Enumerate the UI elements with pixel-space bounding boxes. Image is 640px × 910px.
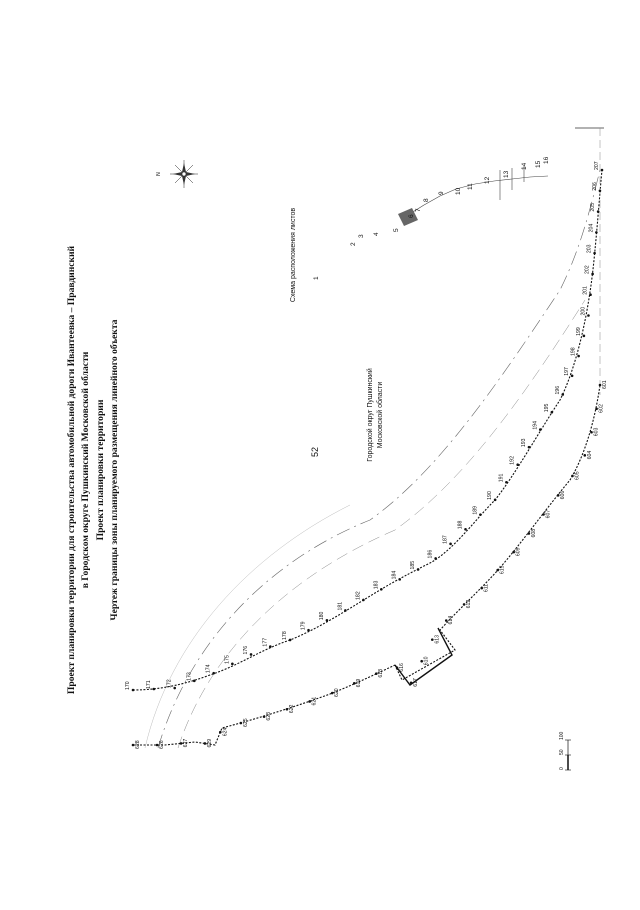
index-sheet-12: 12	[484, 176, 491, 184]
outer-point-label-610: 610	[423, 656, 430, 666]
inner-point-marker-206	[599, 189, 602, 192]
outer-point-label-608: 608	[530, 528, 537, 538]
inner-point-label-172: 172	[166, 679, 173, 689]
inner-point-marker-171	[153, 688, 156, 691]
title-block	[66, 245, 120, 694]
outer-point-marker-613	[431, 638, 434, 641]
inner-point-marker-193	[528, 446, 531, 449]
outer-point-label-601: 601	[602, 380, 608, 389]
inner-point-label-182: 182	[355, 591, 362, 600]
inner-point-label-174: 174	[205, 664, 212, 674]
inner-point-label-202: 202	[584, 265, 591, 274]
inner-point-label-206: 206	[591, 182, 598, 191]
inner-point-marker-207	[601, 169, 604, 172]
inner-point-marker-189	[479, 513, 482, 516]
inner-point-marker-194	[539, 428, 542, 431]
outer-point-label-609: 609	[515, 547, 522, 557]
district-label-line-2: Московской области	[377, 381, 384, 449]
title-line-4: Чертеж границы зоны планируемого размещения линейного объекта	[109, 319, 120, 621]
outer-point-marker-618	[375, 672, 378, 675]
index-map-title: Схема расположения листов	[290, 207, 297, 303]
inner-point-marker-188	[464, 528, 467, 531]
outer-point-label-602: 602	[598, 404, 605, 413]
index-sheet-16: 16	[543, 156, 550, 164]
inner-point-marker-186	[434, 557, 437, 560]
index-sheet-6: 6	[408, 214, 415, 218]
outer-point-marker-604	[583, 454, 586, 457]
inner-point-marker-178	[289, 639, 292, 642]
outer-point-marker-616	[396, 666, 399, 669]
road-centerline-dash-2	[178, 300, 585, 748]
outer-point-label-624: 624	[222, 727, 229, 737]
outer-point-marker-617	[410, 681, 413, 684]
index-sheet-9: 9	[438, 191, 445, 195]
inner-point-label-189: 189	[472, 505, 479, 515]
inner-point-label-177: 177	[262, 637, 269, 647]
outer-point-label-613: 613	[434, 634, 441, 644]
outer-point-label-605: 605	[574, 471, 581, 480]
inner-point-marker-175	[231, 663, 234, 666]
inner-point-marker-200	[587, 314, 590, 317]
outer-point-label-621: 621	[311, 696, 318, 706]
inner-point-label-205: 205	[590, 202, 597, 212]
compass-rose-icon	[156, 160, 198, 188]
inner-point-label-194: 194	[532, 420, 539, 430]
inner-point-marker-185	[417, 568, 420, 571]
index-sheet-1: 1	[313, 276, 320, 280]
inner-point-marker-201	[589, 293, 592, 296]
inner-point-marker-196	[561, 393, 564, 396]
inner-point-marker-184	[398, 578, 401, 581]
index-sheet-5: 5	[393, 228, 400, 232]
outer-point-marker-624	[219, 731, 222, 734]
inner-point-label-184: 184	[391, 570, 398, 580]
inner-point-label-179: 179	[300, 621, 307, 631]
inner-point-label-192: 192	[509, 456, 516, 465]
inner-point-marker-187	[449, 543, 452, 546]
inner-point-marker-198	[577, 355, 580, 358]
outer-point-label-611: 611	[483, 583, 490, 593]
outer-point-marker-611	[480, 587, 483, 590]
inner-point-marker-183	[380, 588, 383, 591]
scale-label-100: 100	[559, 731, 565, 740]
inner-point-label-188: 188	[457, 520, 464, 530]
outer-point-label-606: 606	[560, 490, 567, 500]
outer-point-label-622: 622	[288, 704, 295, 714]
inner-point-label-199: 199	[575, 327, 582, 336]
index-sheet-14: 14	[521, 162, 528, 170]
road-edge-thin	[145, 505, 350, 748]
outer-point-marker-628	[132, 744, 135, 747]
outer-point-label-604: 604	[586, 450, 593, 460]
inner-point-label-170: 170	[125, 681, 131, 690]
index-sheet-15: 15	[535, 160, 542, 168]
outer-point-label-625: 625	[242, 718, 249, 728]
outer-point-label-616: 616	[399, 663, 406, 672]
inner-point-marker-199	[583, 335, 586, 338]
index-sheet-11: 11	[467, 183, 474, 190]
inner-point-marker-190	[494, 499, 497, 502]
inner-point-label-171: 171	[145, 680, 152, 690]
outer-point-label-603: 603	[593, 427, 600, 437]
outer-point-marker-623	[263, 715, 266, 718]
scale-label-0: 0	[559, 767, 565, 770]
inner-point-label-200: 200	[580, 306, 587, 316]
outer-point-label-614: 614	[448, 615, 455, 625]
inner-point-marker-205	[597, 210, 600, 213]
outer-point-marker-607	[542, 513, 545, 516]
district-label-line-1: Городской округ Пушкинский	[367, 368, 374, 462]
inner-point-marker-203	[593, 252, 596, 255]
inner-point-label-190: 190	[487, 491, 494, 500]
inner-point-label-203: 203	[586, 244, 593, 254]
outer-point-marker-629	[204, 742, 207, 745]
title-line-2: в Городском округе Пушкинский Московской области	[80, 351, 91, 589]
index-sheet-4: 4	[373, 232, 380, 236]
outer-point-label-618: 618	[378, 668, 385, 678]
inner-point-label-187: 187	[442, 535, 449, 544]
outer-point-marker-603	[590, 431, 593, 434]
inner-point-label-198: 198	[570, 347, 577, 357]
outer-point-marker-620	[331, 692, 334, 695]
inner-point-marker-195	[551, 411, 554, 414]
outer-point-marker-626	[156, 744, 159, 747]
inner-point-label-197: 197	[564, 367, 571, 376]
inner-point-marker-179	[307, 629, 310, 632]
sheet-index-map	[290, 156, 550, 302]
title-line-3: Проект планировки территории	[95, 399, 106, 541]
inner-point-label-186: 186	[427, 549, 434, 559]
inner-point-marker-202	[591, 273, 594, 276]
index-sheet-2: 2	[350, 242, 357, 246]
outer-point-marker-608	[528, 532, 531, 535]
outer-point-label-628: 628	[135, 740, 141, 749]
outer-point-marker-627	[180, 742, 183, 745]
inner-point-label-178: 178	[282, 631, 289, 640]
inner-point-label-175: 175	[224, 655, 231, 664]
inner-point-marker-172	[173, 687, 176, 690]
outer-point-marker-619	[353, 682, 356, 685]
outer-point-marker-609	[512, 551, 515, 554]
outer-boundary-line-lower	[395, 385, 600, 680]
inner-point-marker-173	[193, 680, 196, 683]
page-number: 52	[310, 446, 320, 458]
inner-point-label-181: 181	[337, 601, 344, 611]
index-sheet-8: 8	[423, 198, 430, 202]
inner-point-label-201: 201	[582, 286, 589, 295]
inner-point-label-191: 191	[498, 473, 505, 483]
inner-point-label-207: 207	[594, 161, 600, 170]
district-label	[366, 368, 384, 462]
inner-point-label-195: 195	[543, 403, 550, 413]
inner-point-label-180: 180	[318, 611, 325, 621]
inner-point-label-176: 176	[243, 645, 250, 655]
outer-point-marker-614	[445, 619, 448, 622]
inner-point-marker-170	[132, 689, 135, 692]
index-sheet-13: 13	[503, 170, 510, 178]
inner-point-label-196: 196	[554, 385, 561, 395]
scale-label-50: 50	[559, 749, 565, 755]
outer-point-marker-622	[286, 708, 289, 711]
outer-point-label-623: 623	[266, 712, 273, 721]
outer-point-label-629: 629	[206, 738, 213, 748]
outer-boundary-line	[133, 665, 395, 745]
inner-point-marker-197	[571, 374, 574, 377]
outer-point-label-619: 619	[356, 678, 363, 688]
outer-point-marker-610	[420, 660, 423, 663]
outer-point-marker-602	[595, 408, 598, 411]
inner-point-label-204: 204	[588, 223, 595, 233]
inner-point-label-183: 183	[373, 580, 380, 590]
index-sheet-10: 10	[455, 187, 462, 195]
outer-point-label-617: 617	[413, 678, 420, 687]
inner-point-marker-177	[269, 645, 272, 648]
outer-point-marker-605	[571, 475, 574, 478]
inner-point-marker-192	[516, 463, 519, 466]
inner-point-marker-174	[212, 672, 215, 675]
outer-point-marker-606	[557, 494, 560, 497]
inner-point-label-173: 173	[186, 672, 193, 681]
inner-point-label-185: 185	[410, 560, 417, 570]
outer-point-marker-625	[240, 722, 243, 725]
inner-boundary-points	[125, 161, 603, 691]
outer-point-label-627: 627	[183, 738, 190, 748]
inner-point-marker-204	[595, 231, 598, 234]
outer-point-label-607: 607	[545, 509, 552, 519]
inner-point-marker-176	[250, 653, 253, 656]
outer-point-label-612: 612	[466, 599, 473, 609]
inner-point-label-193: 193	[520, 438, 527, 448]
outer-point-marker-601	[599, 384, 602, 387]
inner-point-marker-191	[505, 481, 508, 484]
outer-point-label-615: 615	[499, 565, 506, 575]
outer-point-marker-621	[308, 700, 311, 703]
index-sheet-7: 7	[415, 208, 422, 212]
title-line-1: Проект планировки территории для строительства автомобильной дороги Ивантеевка – Правдинский	[66, 245, 77, 695]
inner-point-marker-181	[344, 609, 347, 612]
outer-point-marker-615	[496, 569, 499, 572]
outer-point-label-620: 620	[334, 688, 341, 698]
inner-point-marker-180	[326, 619, 329, 622]
inner-point-marker-182	[362, 599, 365, 602]
scale-bar	[559, 731, 571, 770]
index-sheet-3: 3	[358, 234, 365, 238]
outer-point-label-626: 626	[159, 740, 166, 749]
outer-point-marker-612	[463, 603, 466, 606]
compass-north-label: N	[156, 172, 162, 176]
